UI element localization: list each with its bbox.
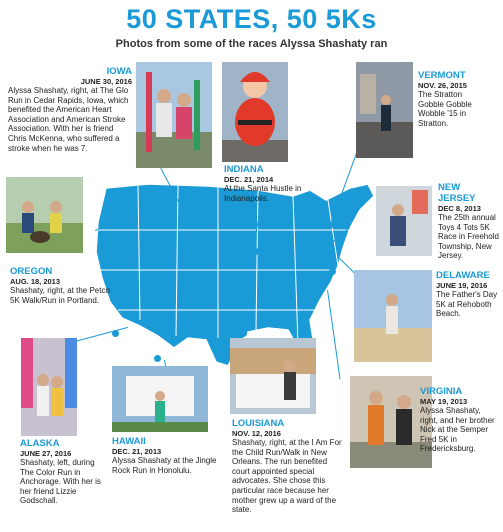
photo-iowa [136,62,212,168]
map-dot-iowa [186,216,193,223]
map-dot-hawaii [154,355,161,362]
caption-alaska [20,438,102,506]
text-alaska: Shashaty, left, during The Color Run in Anchorage. With her is her friend Lizzie Godschall. [20,458,101,506]
text-virginia: Alyssa Shashaty, right, and her brother Nick at the Semper Fred 5K in Fredericksburg. [420,406,495,454]
map-dot-vermont [326,222,333,229]
state-alaska: ALASKA [20,438,60,449]
text-delaware: The Father's Day 5K at Rehoboth Beach. [436,290,498,319]
map-dot-alaska [112,330,119,337]
caption-oregon [10,266,120,305]
state-vermont: VERMONT [418,70,466,81]
state-iowa: IOWA [106,66,132,77]
text-newjersey: The 25th annual Toys 4 Tots 5K Race in Freehold Township, New Jersey. [438,213,499,261]
caption-newjersey [438,182,500,261]
photo-louisiana [230,338,316,414]
caption-vermont [418,70,490,128]
state-louisiana: LOUISIANA [232,418,285,429]
date-alaska: JUNE 27, 2016 [20,449,72,458]
caption-indiana [224,164,334,203]
text-louisiana: Shashaty, right, at the I Am For the Child Run/Walk in New Orleans. The run benefited court appointed special advocates. She chose this particular race because her mother grew up a ward of the state. [232,438,342,515]
map-dot-indiana [252,248,259,255]
state-hawaii: HAWAII [112,436,146,447]
date-virginia: MAY 19, 2013 [420,397,468,406]
caption-hawaii [112,436,224,475]
photo-hawaii [112,366,208,432]
text-vermont: The Stratton Gobble Gobble Wobble '15 in Stratton. [418,90,472,128]
state-indiana: INDIANA [224,164,264,175]
map-dot-newjersey [322,248,329,255]
photo-oregon [6,177,83,253]
date-hawaii: DEC. 21, 2013 [112,447,162,456]
photo-indiana [222,62,288,162]
state-virginia: VIRGINIA [420,386,463,397]
map-dot-virginia [318,282,325,289]
text-oregon: Shashaty, right, at the Petco 5K Walk/Run in Portland. [10,286,110,305]
page-subtitle: Photos from some of the races Alyssa Shashaty ran [115,38,388,50]
map-dot-delaware [329,268,336,275]
map-dot-oregon [118,220,125,227]
date-louisiana: NOV. 12, 2016 [232,429,281,438]
date-vermont: NOV. 26, 2015 [418,81,467,90]
page-title: 50 STATES, 50 5Ks [126,4,377,34]
caption-delaware [436,270,500,319]
map-dot-louisiana [240,330,247,337]
text-hawaii: Alyssa Shashaty at the Jingle Rock Run in Honolulu. [112,456,217,475]
state-delaware: DELAWARE [436,270,490,281]
state-newjersey: NEW JERSEY [438,182,476,204]
photo-newjersey [376,186,432,256]
text-indiana: At the Santa Hustle in Indianapolis. [224,184,302,203]
caption-iowa [8,66,132,153]
date-newjersey: DEC 8, 2013 [438,204,481,213]
state-oregon: OREGON [10,266,53,277]
text-iowa: Alyssa Shashaty, right, at The Glo Run in Cedar Rapids, Iowa, which benefited the American Heart Association and American Stroke Association. With her is friend Chris McKenna, who suffered a stroke when he was 7. [8,86,129,153]
date-iowa: JUNE 30, 2016 [80,77,132,86]
date-oregon: AUG. 18, 2013 [10,277,61,286]
caption-louisiana [232,418,346,515]
photo-vermont [356,62,413,158]
caption-virginia [420,386,500,454]
date-indiana: DEC. 21, 2014 [224,175,274,184]
photo-alaska [21,338,77,436]
date-delaware: JUNE 19, 2016 [436,281,488,290]
photo-delaware [354,270,432,362]
